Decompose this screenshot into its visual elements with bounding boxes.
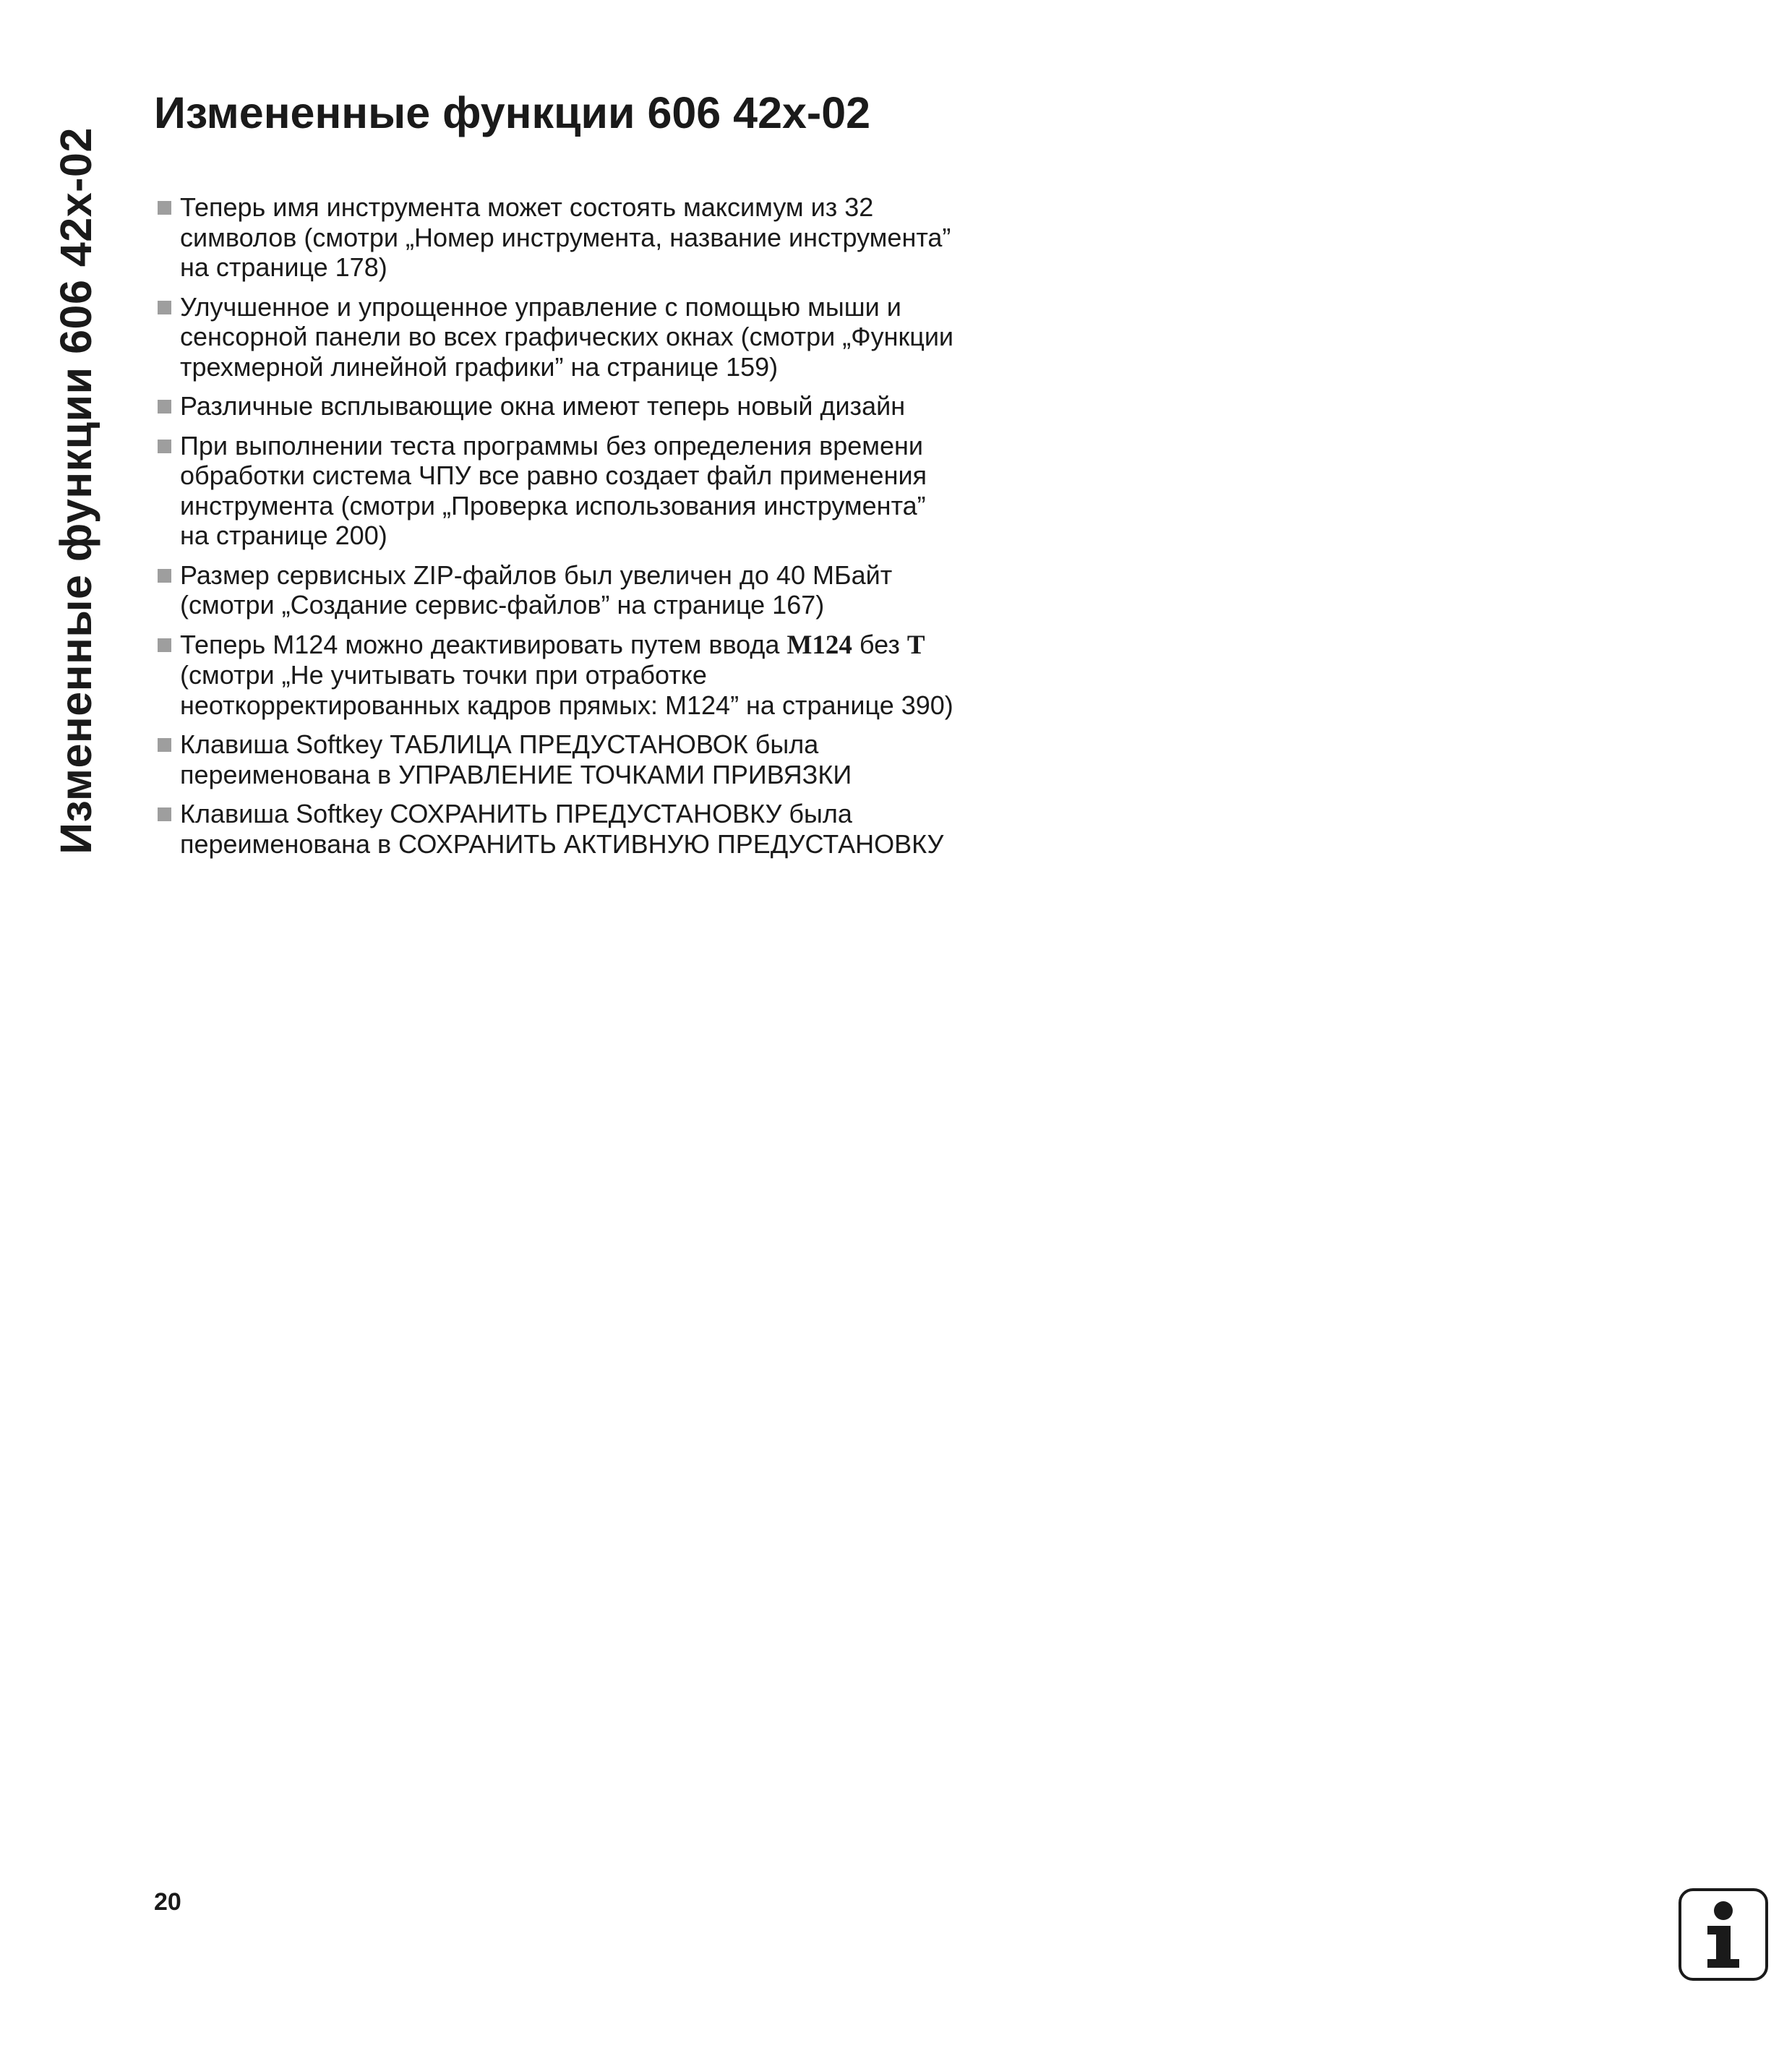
list-item-line: трехмерной линейной графики” на странице 159) — [180, 351, 779, 382]
info-icon — [1679, 1888, 1768, 1981]
bullet-square-icon — [158, 738, 171, 752]
list-item-line: символов (смотри „Номер инструмента, название инструмента” — [180, 222, 951, 252]
list-item-line: инструмента (смотри „Проверка использования инструмента” — [180, 490, 926, 520]
list-item-line: переименована в СОХРАНИТЬ АКТИВНУЮ ПРЕДУСТАНОВКУ — [180, 828, 944, 859]
side-title — [51, 97, 101, 885]
line-text: без — [852, 629, 907, 659]
list-item-line: сенсорной панели во всех графических окнах (смотри „Функции — [180, 322, 954, 351]
list-item-line: на странице 178) — [180, 252, 387, 282]
list-item — [156, 431, 1009, 551]
list-item — [156, 192, 1009, 283]
list-item-line: на странице 200) — [180, 520, 387, 550]
list-item-line: обработки система ЧПУ все равно создает файл применения — [180, 460, 927, 490]
list-item-line: Размер сервисных ZIP-файлов был увеличен до 40 МБайт — [180, 560, 893, 590]
list-item — [156, 729, 1009, 789]
code-t: T — [906, 630, 925, 660]
list-item-line: Улучшенное и упрощенное управление с помощью мыши и — [180, 291, 901, 322]
list-item — [156, 630, 1009, 721]
list-item-line: неоткорректированных кадров прямых: M124” на странице 390) — [180, 690, 953, 720]
list-item — [156, 292, 1009, 382]
page-title: Измененные функции 606 42x-02 — [154, 88, 871, 137]
side-title-text: Измененные функции 606 42x-02 — [51, 127, 101, 854]
bullet-square-icon — [158, 440, 171, 453]
list-item-line: При выполнении теста программы без определения времени — [180, 430, 924, 460]
bullet-square-icon — [158, 638, 171, 652]
bullet-square-icon — [158, 569, 171, 583]
list-item-line: (смотри „Не учитывать точки при отработке — [180, 660, 707, 690]
bullet-square-icon — [158, 400, 171, 414]
list-item-line: Теперь имя инструмента может состоять максимум из 32 — [180, 192, 874, 222]
list-item-line: Клавиша Softkey ТАБЛИЦА ПРЕДУСТАНОВОК была — [180, 729, 819, 759]
line-text: Теперь M124 можно деактивировать путем ввода — [180, 629, 787, 659]
bullet-square-icon — [158, 201, 171, 215]
bullet-square-icon — [158, 301, 171, 314]
list-item — [156, 799, 1009, 859]
list-item-line: переименована в УПРАВЛЕНИЕ ТОЧКАМИ ПРИВЯЗКИ — [180, 759, 852, 789]
list-item-line: Клавиша Softkey СОХРАНИТЬ ПРЕДУСТАНОВКУ была — [180, 799, 852, 828]
list-item — [156, 560, 1009, 620]
page-number: 20 — [154, 1888, 181, 1916]
list-item-line — [180, 630, 1009, 661]
code-m124: M124 — [786, 630, 852, 660]
list-item-line: (смотри „Создание сервис-файлов” на странице 167) — [180, 590, 825, 620]
changes-list — [156, 192, 1009, 868]
list-item-line: Различные всплывающие окна имеют теперь новый дизайн — [180, 391, 906, 421]
bullet-square-icon — [158, 807, 171, 821]
list-item — [156, 391, 1009, 421]
